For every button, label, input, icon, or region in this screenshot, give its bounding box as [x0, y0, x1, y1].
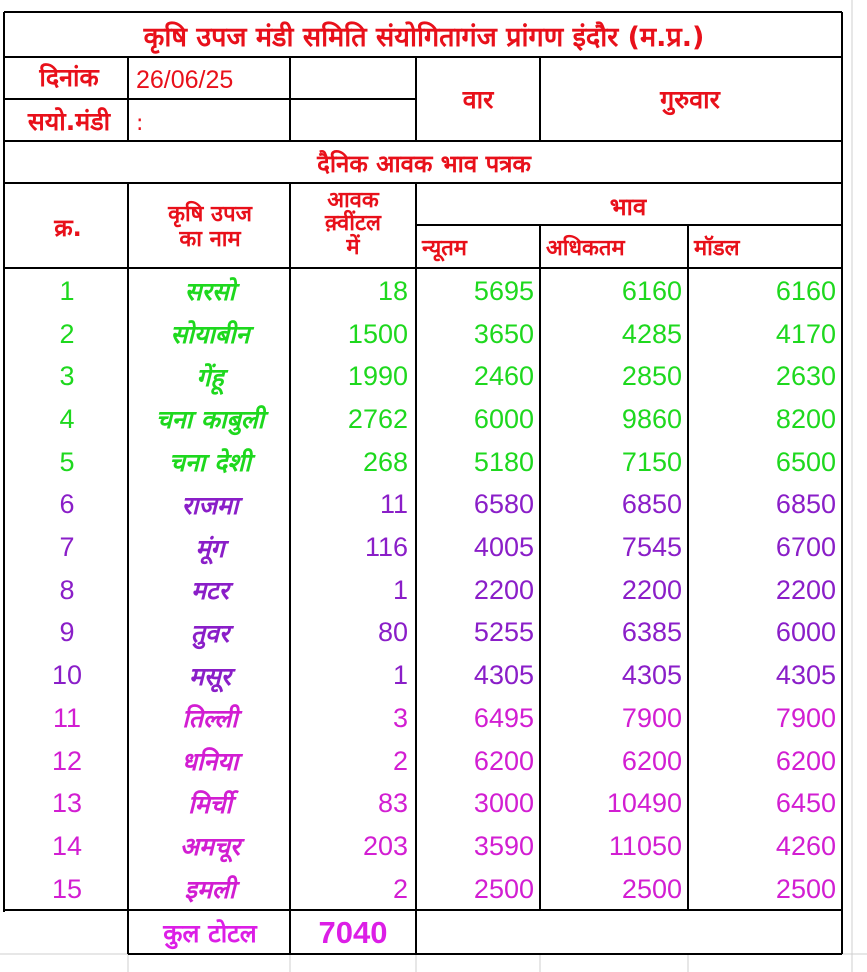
cell-modal: 7900: [775, 702, 836, 733]
cell-name: गेंहू: [196, 362, 224, 392]
cell-arrival: 11: [379, 489, 408, 520]
cell-arrival: 1990: [347, 361, 408, 392]
cell-arrival: 1: [392, 660, 408, 691]
cell-max: 6385: [621, 617, 682, 648]
cell-arrival: 1500: [347, 318, 408, 349]
cell-sr: 6: [59, 489, 75, 520]
cell-min: 4005: [473, 532, 534, 563]
sheet-subtitle: दैनिक आवक भाव पत्रक: [317, 149, 531, 178]
cell-name: अमचूर: [179, 832, 241, 862]
cell-sr: 7: [59, 532, 75, 563]
cell-max: 7900: [621, 702, 682, 733]
cell-min: 6580: [473, 489, 534, 520]
cell-sr: 1: [59, 275, 75, 306]
cell-sr: 15: [51, 873, 83, 904]
cell-modal: 6500: [775, 446, 836, 477]
cell-modal: 2630: [775, 361, 836, 392]
cell-arrival: 2: [392, 745, 408, 776]
cell-min: 6000: [473, 403, 534, 434]
cell-name: इमली: [184, 875, 236, 905]
col-header-modal: मॉडल: [694, 236, 740, 261]
col-header-name: [130, 186, 290, 268]
cell-min: 6495: [473, 702, 534, 733]
cell-name: चना काबुली: [155, 405, 265, 435]
cell-modal: 6700: [775, 532, 836, 563]
cell-modal: 4305: [775, 660, 836, 691]
cell-max: 2500: [621, 873, 682, 904]
mandi-value: :: [136, 110, 144, 136]
day-label: वार: [462, 85, 494, 114]
cell-min: 4305: [473, 660, 534, 691]
cell-sr: 2: [59, 318, 75, 349]
cell-min: 3000: [473, 788, 534, 819]
cell-max: 2850: [621, 361, 682, 392]
cell-max: 4305: [621, 660, 682, 691]
cell-arrival: 203: [362, 830, 408, 861]
cell-min: 2200: [473, 574, 534, 605]
cell-modal: 4260: [775, 830, 836, 861]
sheet-title: कृषि उपज मंडी समिति संयोगितागंज प्रांगण इंदौर (म.प्र.): [143, 21, 705, 53]
cell-modal: 2200: [775, 574, 836, 605]
cell-sr: 3: [59, 361, 75, 392]
cell-min: 5695: [473, 275, 534, 306]
col-header-arrival-line3: में: [346, 234, 360, 260]
col-header-name-line2: का नाम: [179, 227, 241, 252]
cell-modal: 4170: [775, 318, 836, 349]
total-label: कुल टोटल: [163, 919, 257, 948]
cell-sr: 12: [51, 745, 83, 776]
cell-min: 2460: [473, 361, 534, 392]
cell-min: 2500: [473, 873, 534, 904]
cell-name: मसूर: [188, 661, 232, 691]
cell-sr: 8: [59, 574, 75, 605]
cell-max: 2200: [621, 574, 682, 605]
col-header-arrival-line1: आवक: [327, 188, 379, 214]
col-header-arrival-line2: क़्वींटल: [325, 211, 381, 237]
total-value: 7040: [318, 915, 388, 950]
cell-min: 5180: [473, 446, 534, 477]
cell-arrival: 83: [377, 788, 408, 819]
cell-modal: 8200: [775, 403, 836, 434]
cell-min: 3650: [473, 318, 534, 349]
cell-modal: 6160: [775, 275, 836, 306]
col-header-arrival: [292, 178, 414, 270]
col-header-sr: क्र.: [54, 213, 82, 242]
cell-arrival: 116: [364, 532, 408, 563]
cell-modal: 6000: [775, 617, 836, 648]
mandi-label: सयो.मंडी: [27, 107, 111, 136]
cell-modal: 6850: [775, 489, 836, 520]
cell-max: 4285: [621, 318, 682, 349]
cell-name: तुवर: [190, 618, 230, 648]
cell-name: धनिया: [181, 747, 239, 777]
cell-arrival: 18: [377, 275, 408, 306]
col-header-min: न्यूतम: [422, 236, 467, 261]
cell-max: 7545: [621, 532, 682, 563]
cell-arrival: 3: [392, 702, 408, 733]
cell-arrival: 268: [362, 446, 408, 477]
cell-name: मटर: [191, 576, 229, 606]
cell-max: 6200: [621, 745, 682, 776]
cell-sr: 14: [51, 830, 83, 861]
cell-min: 6200: [473, 745, 534, 776]
cell-sr: 9: [59, 617, 75, 648]
cell-sr: 13: [51, 788, 83, 819]
cell-name: तिल्ली: [182, 704, 238, 734]
cell-name: मूंग: [195, 533, 225, 563]
col-header-max: अधिकतम: [546, 236, 625, 261]
cell-arrival: 80: [377, 617, 408, 648]
cell-max: 9860: [621, 403, 682, 434]
cell-max: 7150: [621, 446, 682, 477]
cell-max: 6160: [621, 275, 682, 306]
cell-min: 3590: [473, 830, 534, 861]
col-header-price: भाव: [609, 192, 647, 221]
cell-sr: 5: [59, 446, 75, 477]
date-value: 26/06/25: [136, 65, 234, 94]
cell-max: 10490: [606, 788, 682, 819]
date-label: दिनांक: [39, 63, 99, 92]
cell-name: मिर्ची: [188, 789, 232, 819]
cell-name: चना देशी: [169, 448, 251, 478]
cell-modal: 2500: [775, 873, 836, 904]
cell-arrival: 2762: [347, 403, 408, 434]
cell-sr: 4: [59, 403, 75, 434]
cell-name: सोयाबीन: [170, 320, 250, 350]
col-header-name-line1: कृषि उपज: [168, 201, 252, 227]
cell-arrival: 1: [392, 574, 408, 605]
cell-modal: 6200: [775, 745, 836, 776]
cell-modal: 6450: [775, 788, 836, 819]
cell-arrival: 2: [392, 873, 408, 904]
cell-max: 11050: [608, 830, 682, 861]
cell-min: 5255: [473, 617, 534, 648]
cell-max: 6850: [621, 489, 682, 520]
cell-sr: 10: [51, 660, 83, 691]
cell-name: सरसो: [184, 277, 236, 307]
day-value: गुरुवार: [660, 85, 720, 114]
cell-sr: 11: [52, 702, 82, 733]
cell-name: राजमा: [181, 490, 239, 520]
